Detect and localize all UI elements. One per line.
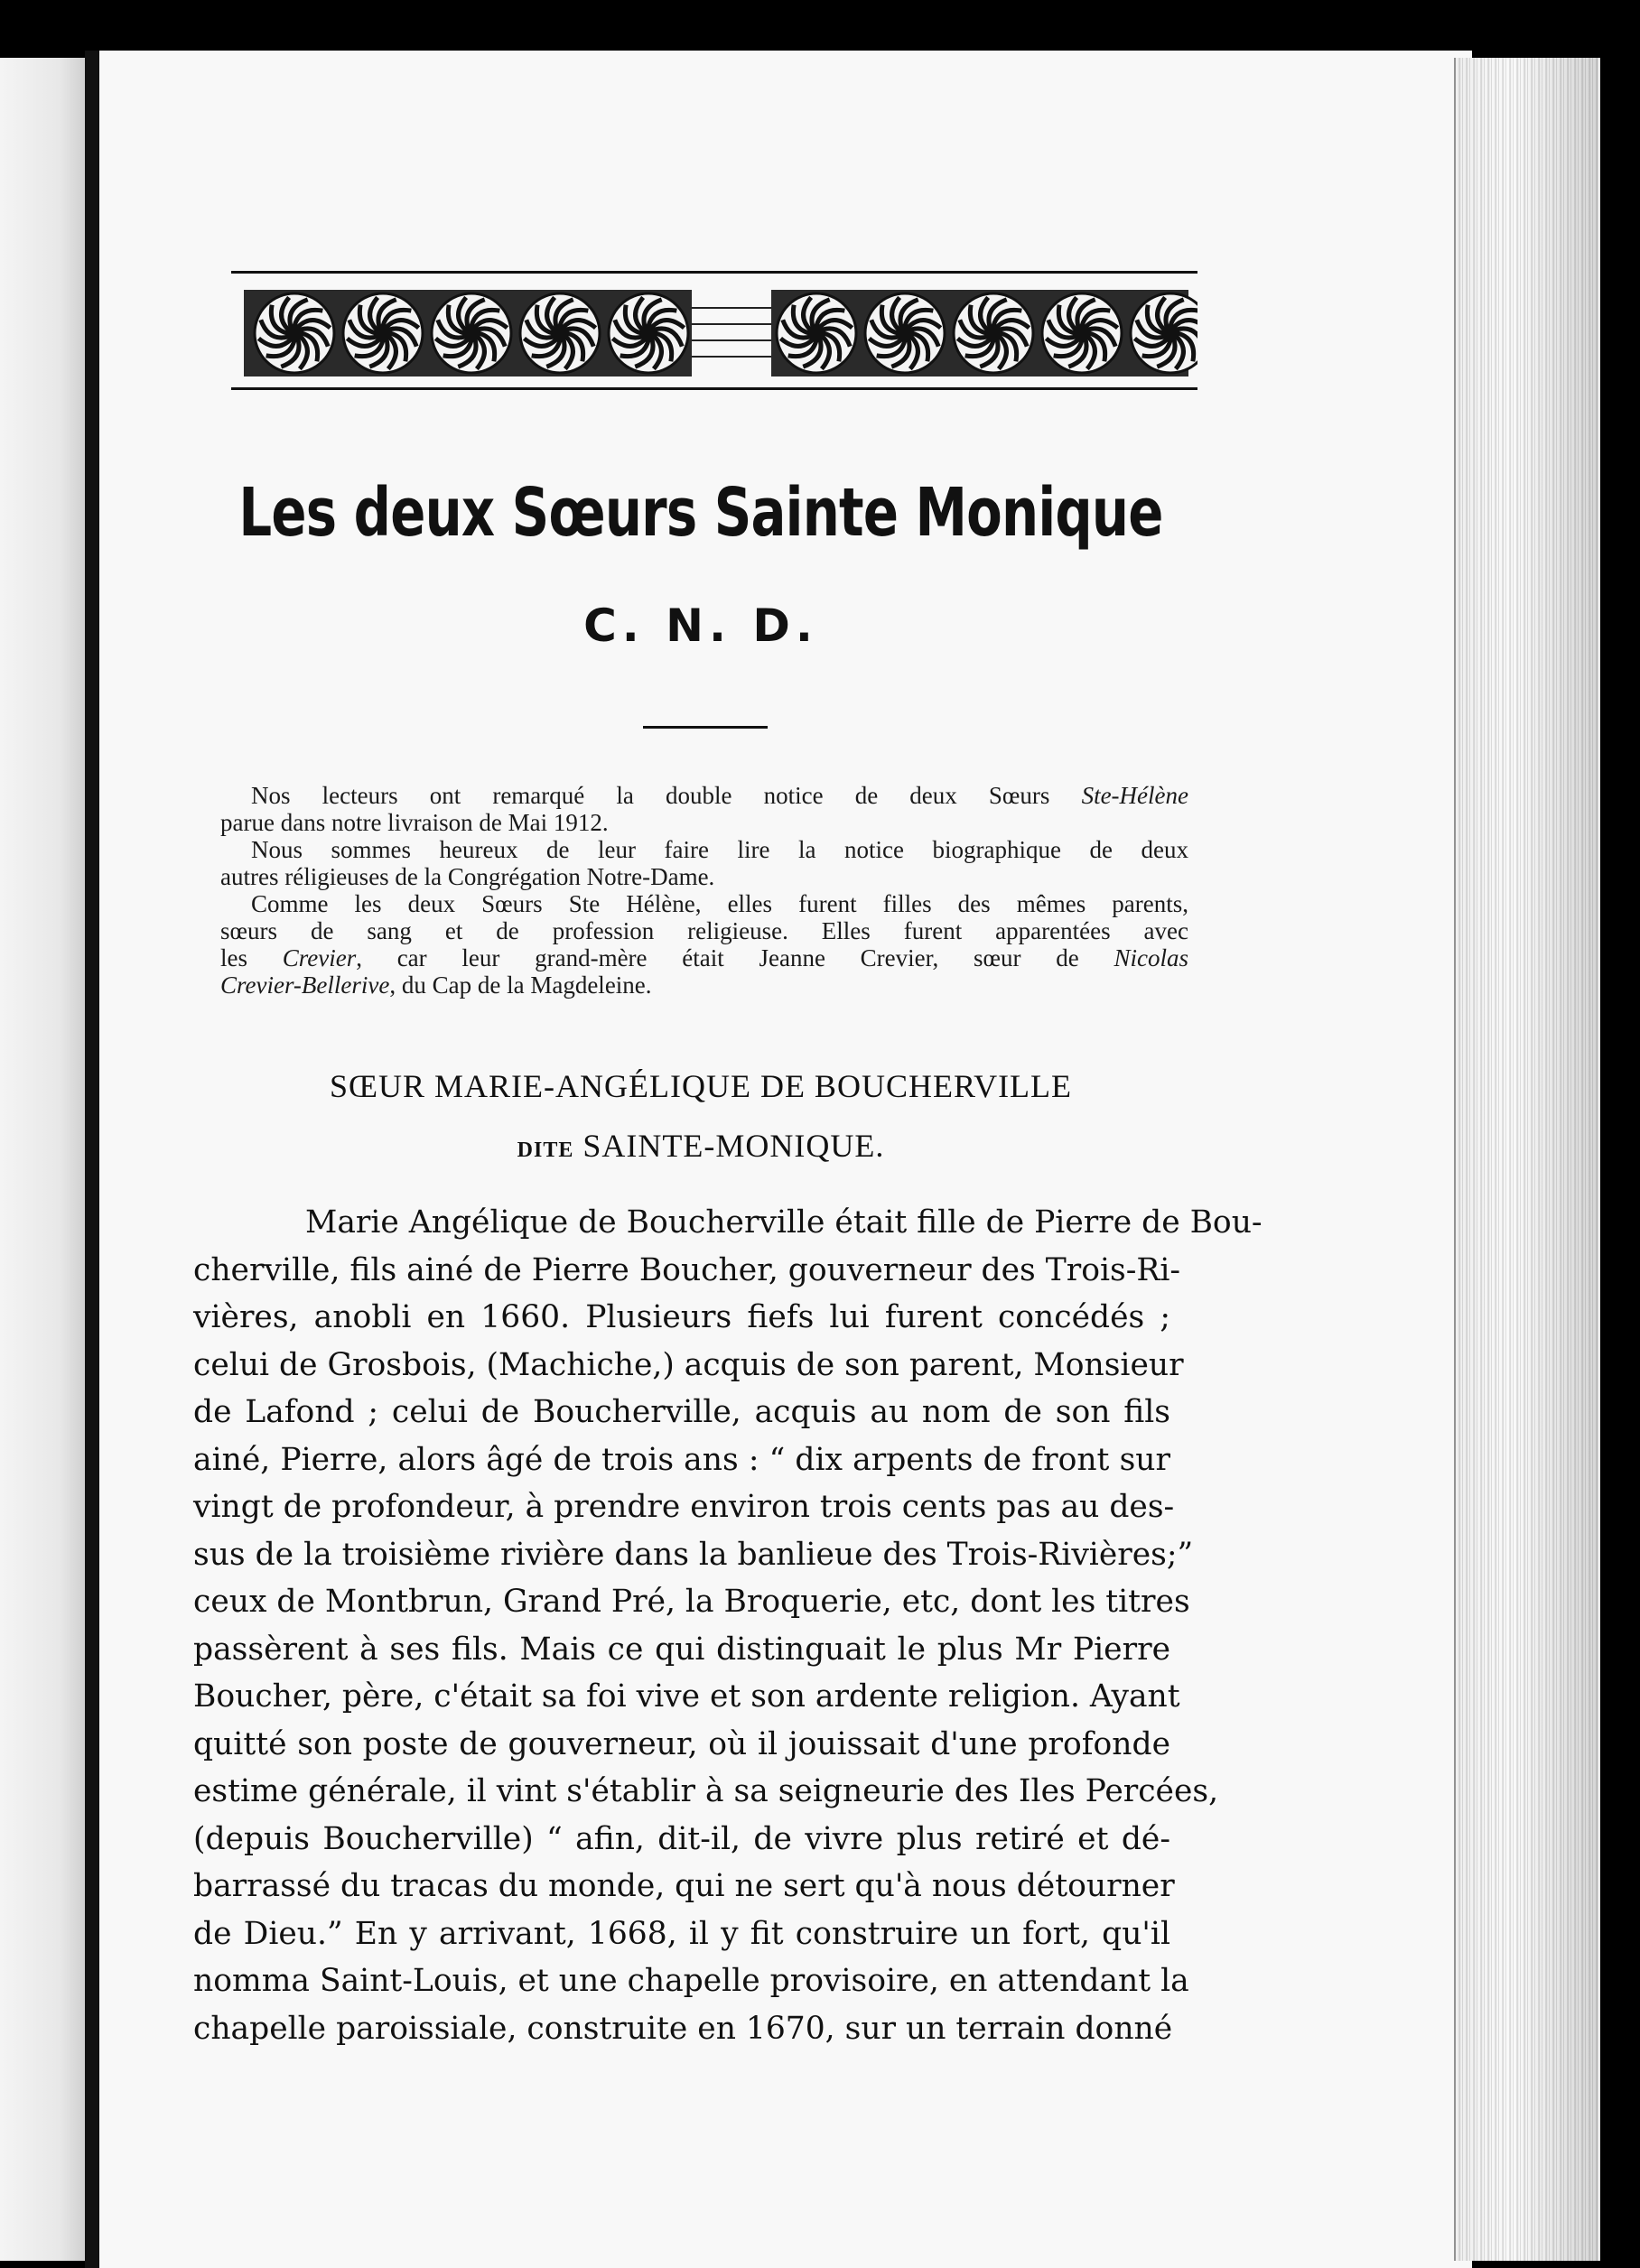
rosette-icon: [1131, 293, 1197, 373]
body-line: de Lafond ; celui de Boucherville, acquis au nom de son fils: [193, 1394, 1170, 1430]
section-name: SAINTE-MONIQUE.: [582, 1128, 885, 1164]
body-line: nomma Saint-Louis, et une chapelle provisoire, en attendant la: [193, 1963, 1189, 1999]
rosette-icon: [865, 293, 945, 373]
notice-line: sœurs de sang et de profession religieuse. Elles furent apparentées avec: [220, 917, 1188, 944]
body-paragraph: [193, 1199, 1263, 2052]
body-line: ceux de Montbrun, Grand Pré, la Broquerie, etc, dont les titres: [193, 1584, 1190, 1620]
body-line: quitté son poste de gouverneur, où il jouissait d'une profonde: [193, 1725, 1170, 1762]
body-line: de Dieu.” En y arrivant, 1668, il y fit construire un fort, qu'il: [193, 1915, 1170, 1952]
rosette-icon: [255, 293, 334, 373]
notice-line: Comme les deux Sœurs Ste Hélène, elles furent filles des mêmes parents,: [251, 890, 1188, 917]
rosette-icon: [432, 293, 511, 373]
rosette-ornament: [231, 274, 1197, 393]
body-line: vières, anobli en 1660. Plusieurs fiefs lui furent concédés ;: [193, 1299, 1170, 1335]
rosette-icon: [520, 293, 600, 373]
notice-line: autres réligieuses de la Congrégation Notre-Dame.: [220, 863, 715, 890]
rosette-icon: [1042, 293, 1122, 373]
decorative-header-band: [231, 271, 1197, 390]
body-line: chapelle paroissiale, construite en 1670, sur un terrain donné: [193, 2010, 1173, 2047]
body-line: (depuis Boucherville) “ afin, dit-il, de vivre plus retiré et dé-: [193, 1820, 1170, 1857]
body-line: sus de la troisième rivière dans la banlieue des Trois-Rivières;”: [193, 1536, 1194, 1573]
body-line: estime générale, il vint s'établir à sa seigneurie des Iles Percées,: [193, 1773, 1219, 1809]
article-title: Les deux Sœurs Sainte Monique: [238, 474, 1163, 552]
rosette-icon: [609, 293, 688, 373]
body-line: Marie Angélique de Boucherville était fille de Pierre de Bou-: [305, 1204, 1263, 1241]
body-line: cherville, fils ainé de Pierre Boucher, gouverneur des Trois-Ri-: [193, 1251, 1181, 1288]
section-heading-title: SŒUR MARIE-ANGÉLIQUE DE BOUCHERVILLE: [329, 1068, 1073, 1104]
body-line: vingt de profondeur, à prendre environ trois cents pas au des-: [193, 1489, 1175, 1525]
notice-line: Crevier-Bellerive, du Cap de la Magdeleine.: [220, 971, 652, 999]
section-dite: DITE: [517, 1139, 574, 1162]
body-line: Boucher, père, c'était sa foi vive et son ardente religion. Ayant: [193, 1678, 1180, 1715]
notice-line: les Crevier, car leur grand-mère était Jeanne Crevier, sœur de Nicolas: [220, 944, 1188, 971]
body-line: passèrent à ses fils. Mais ce qui distinguait le plus Mr Pierre: [193, 1631, 1170, 1668]
rosette-icon: [954, 293, 1033, 373]
rosette-icon: [343, 293, 423, 373]
body-line: celui de Grosbois, (Machiche,) acquis de son parent, Monsieur: [193, 1346, 1184, 1383]
article-subtitle: C. N. D.: [583, 600, 818, 652]
notice-line: Nos lecteurs ont remarqué la double notice de deux Sœurs Ste-Hélène: [251, 782, 1188, 809]
notice-line: parue dans notre livraison de Mai 1912.: [220, 809, 609, 836]
rosette-icon: [777, 293, 856, 373]
section-subheading: [0, 1127, 1402, 1165]
section-heading: [0, 1067, 1402, 1105]
title-divider: [643, 726, 768, 729]
editor-notice: [220, 782, 1188, 999]
body-line: ainé, Pierre, alors âgé de trois ans : “ dix arpents de front sur: [193, 1441, 1170, 1478]
notice-line: Nous sommes heureux de leur faire lire la notice biographique de deux: [251, 836, 1188, 863]
body-line: barrassé du tracas du monde, qui ne sert qu'à nous détourner: [193, 1868, 1175, 1904]
